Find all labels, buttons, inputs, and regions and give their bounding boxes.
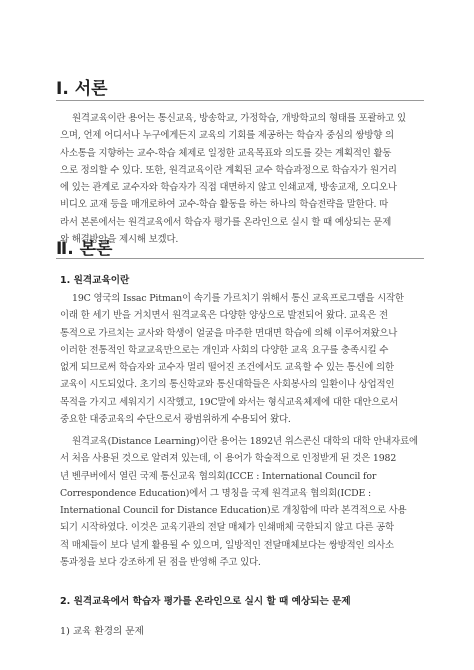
section-1-paragraph	[60, 110, 420, 248]
paragraph-line: 통적으로 가르치는 교사와 학생이 얼굴을 마주한 면대면 학습에 의해 이루어져왔으나	[60, 327, 398, 339]
section-1-divider	[56, 100, 424, 101]
paragraph-line: 으며, 언제 어디서나 누구에게든지 교육의 기회를 제공하는 학습자 중심의 쌍방향 의	[60, 130, 394, 142]
paragraph-line: 으로 정의할 수 있다. 또한, 원격교육이란 계획된 교수 학습과정으로 학습자가 원거리	[60, 164, 397, 176]
paragraph-line: 통과정을 보다 강조하게 된 점을 반영해 주고 있다.	[60, 557, 261, 569]
paragraph-line: 원격교육이란 용어는 통신교육, 방송학교, 가정학습, 개방학교의 형태를 포괄하고 있	[72, 113, 406, 124]
section-1-title: Ⅰ. 서론	[56, 79, 108, 99]
paragraph-line: 교육이 시도되었다. 초기의 통신학교와 통신대학들은 사회봉사의 일환이나 상업적인	[60, 379, 395, 391]
paragraph-line: 에 있는 관계로 교수자와 학습자가 직접 대면하지 않고 인쇄교재, 방송교재, 오디오나	[60, 182, 397, 194]
paragraph-line: 년 벤쿠버에서 열린 국제 통신교육 협의회(ICCE : International Council for	[60, 470, 377, 482]
paragraph-line: Correspondence Education)에서 그 명칭을 국제 원격교육 협의회(ICDE :	[60, 487, 371, 499]
list-item-heading: 1) 교육 환경의 문제	[60, 626, 144, 637]
paragraph-line: 19C 영국의 Issac Pitman이 속기를 가르치기 위해서 통신 교육프로그램을 시작한	[72, 293, 404, 304]
paragraph-line: 사소통을 지향하는 교수-학습 체제로 일정한 교육목표와 의도를 갖는 계획적인 활동	[60, 147, 392, 159]
paragraph-line: 원격교육(Distance Learning)이란 용어는 1892년 위스콘신 대학의 대학 안내자료에	[72, 436, 418, 447]
paragraph-line: 이러한 전통적인 학교교육만으로는 개인과 사회의 다양한 교육 요구를 충족시킬 수	[60, 344, 389, 356]
paragraph-line: 라서 본론에서는 원격교육에서 학습자 평가를 온라인으로 실시 할 때 예상되는 문제	[60, 216, 392, 228]
paragraph-line: 이래 한 세기 반을 거치면서 원격교육은 다양한 양상으로 발전되어 왔다. 교육은 전	[60, 310, 388, 322]
subsection-2-title: 2. 원격교육에서 학습자 평가를 온라인으로 실시 할 때 예상되는 문제	[60, 596, 351, 607]
subsection-1-title: 1. 원격교육이란	[60, 275, 130, 286]
paragraph-line: 와 해결방안을 제시해 보겠다.	[60, 234, 179, 246]
paragraph-line: International Council for Distance Education)로 개칭함에 따라 본격적으로 사용	[60, 505, 407, 517]
paragraph-line: 중요한 대중교육의 수단으로서 광범위하게 수용되어 왔다.	[60, 414, 291, 426]
paragraph-line: 서 처음 사용된 것으로 알려져 있는데, 이 용어가 학술적으로 인정받게 된 것은 1982	[60, 453, 397, 465]
section-2-divider	[56, 258, 424, 259]
paragraph-line: 비디오 교재 등을 매개로하여 교수-학습 활동을 하는 하나의 학습전략을 말한다. 따	[60, 199, 389, 211]
section-2-title: Ⅱ. 본론	[56, 239, 113, 259]
subsection-1-paragraph-2	[60, 433, 420, 571]
paragraph-line: 되기 시작하였다. 이것은 교육기관의 전달 매체가 인쇄매체 국한되지 않고 다른 공학	[60, 522, 394, 534]
paragraph-line: 적 매체들이 보다 널게 활용될 수 있으며, 일방적인 전달매체보다는 쌍방적인 의사소	[60, 539, 394, 551]
paragraph-line: 목적을 가지고 세워지기 시작했고, 19C말에 와서는 형식교육체제에 대한 대안으로서	[60, 396, 399, 408]
paragraph-line: 없게 되므로써 학습자와 교수자 멀리 떨어진 조건에서도 교육할 수 있는 통신에 의한	[60, 362, 394, 374]
subsection-1-paragraph-1	[60, 290, 420, 428]
